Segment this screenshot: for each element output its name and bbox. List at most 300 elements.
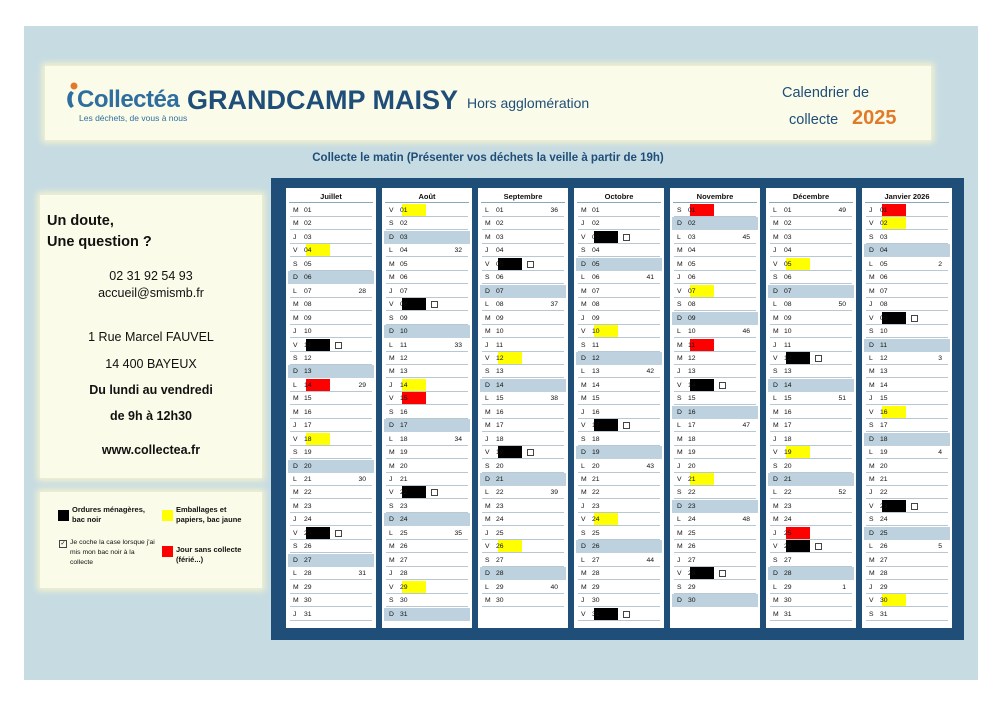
day-row bbox=[480, 352, 566, 365]
day-number: 12 bbox=[304, 354, 312, 362]
day-row bbox=[384, 540, 470, 553]
day-row bbox=[384, 554, 470, 567]
day-letter: M bbox=[677, 247, 683, 255]
day-number: 16 bbox=[688, 408, 696, 416]
day-row bbox=[864, 527, 950, 540]
day-row bbox=[288, 540, 374, 553]
day-number: 02 bbox=[400, 220, 408, 228]
day-row bbox=[672, 433, 758, 446]
day-row bbox=[576, 258, 662, 271]
day-letter: J bbox=[485, 529, 489, 537]
day-row bbox=[576, 312, 662, 325]
day-row bbox=[288, 513, 374, 526]
day-letter: S bbox=[773, 368, 778, 376]
day-letter: V bbox=[485, 260, 490, 268]
logo-name: Collectéa bbox=[77, 86, 180, 113]
day-number: 20 bbox=[400, 462, 408, 470]
day-letter: S bbox=[485, 368, 490, 376]
day-letter: M bbox=[293, 408, 299, 416]
day-row bbox=[672, 540, 758, 553]
row-divider bbox=[290, 620, 372, 621]
day-letter: M bbox=[677, 260, 683, 268]
day-number: 08 bbox=[400, 301, 408, 309]
day-number: 09 bbox=[400, 314, 408, 322]
day-number: 15 bbox=[592, 395, 600, 403]
day-row bbox=[576, 608, 662, 621]
day-letter: L bbox=[485, 583, 489, 591]
day-letter: S bbox=[869, 328, 874, 336]
day-row bbox=[672, 352, 758, 365]
day-letter: D bbox=[677, 597, 682, 605]
day-row bbox=[384, 271, 470, 284]
day-letter: M bbox=[869, 556, 875, 564]
day-letter: J bbox=[293, 610, 297, 618]
day-row bbox=[480, 298, 566, 311]
day-row bbox=[288, 258, 374, 271]
day-row bbox=[384, 500, 470, 513]
day-number: 06 bbox=[784, 274, 792, 282]
day-letter: V bbox=[389, 301, 394, 309]
collection-checkbox[interactable] bbox=[335, 530, 342, 537]
collection-checkbox[interactable] bbox=[815, 543, 822, 550]
day-number: 31 bbox=[784, 610, 792, 618]
day-row bbox=[576, 298, 662, 311]
day-number: 08 bbox=[688, 301, 696, 309]
day-number: 28 bbox=[784, 570, 792, 578]
collection-checkbox[interactable] bbox=[911, 503, 918, 510]
day-letter: M bbox=[581, 207, 587, 214]
week-number: 52 bbox=[838, 489, 846, 497]
day-letter: V bbox=[773, 260, 778, 268]
day-letter: M bbox=[773, 408, 779, 416]
day-letter: V bbox=[677, 381, 682, 389]
day-letter: M bbox=[677, 435, 683, 443]
legend-checkbox-label: Je coche la case lorsque j'ai mis mon bac noir à la collecte bbox=[70, 539, 155, 566]
day-number: 29 bbox=[400, 583, 408, 591]
day-letter: M bbox=[773, 314, 779, 322]
day-row bbox=[576, 352, 662, 365]
day-number: 27 bbox=[688, 556, 696, 564]
day-letter: M bbox=[773, 422, 779, 430]
day-letter: L bbox=[677, 328, 681, 336]
day-number: 16 bbox=[880, 408, 888, 416]
collection-checkbox[interactable] bbox=[431, 489, 438, 496]
question-line2: Une question ? bbox=[47, 234, 152, 250]
day-row bbox=[768, 217, 854, 230]
day-letter: M bbox=[485, 220, 491, 228]
day-number: 11 bbox=[592, 341, 600, 349]
day-letter: D bbox=[389, 328, 394, 336]
day-row bbox=[384, 379, 470, 392]
day-number: 06 bbox=[400, 274, 408, 282]
hours-time: de 9h à 12h30 bbox=[110, 409, 192, 423]
day-number: 14 bbox=[400, 381, 408, 389]
day-letter: V bbox=[293, 341, 298, 349]
month-column bbox=[286, 188, 376, 628]
day-letter: V bbox=[485, 449, 490, 457]
day-number: 09 bbox=[592, 314, 600, 322]
day-number: 08 bbox=[304, 301, 312, 309]
month-column bbox=[478, 188, 568, 628]
day-row bbox=[576, 271, 662, 284]
day-letter: D bbox=[581, 449, 586, 457]
day-letter: D bbox=[485, 570, 490, 578]
day-row bbox=[672, 486, 758, 499]
collection-checkbox[interactable] bbox=[527, 261, 534, 268]
day-letter: M bbox=[389, 274, 395, 282]
day-number: 15 bbox=[304, 395, 312, 403]
collection-checkbox[interactable] bbox=[623, 234, 630, 241]
day-number: 31 bbox=[304, 610, 312, 618]
day-row bbox=[672, 365, 758, 378]
day-letter: S bbox=[677, 489, 682, 497]
month-name: Novembre bbox=[696, 192, 734, 201]
day-number: 03 bbox=[784, 233, 792, 241]
month-name: Juillet bbox=[320, 192, 342, 201]
day-number: 09 bbox=[688, 314, 696, 322]
day-row bbox=[864, 325, 950, 338]
day-letter: D bbox=[389, 422, 394, 430]
day-letter: M bbox=[485, 233, 491, 241]
day-number: 11 bbox=[688, 341, 696, 349]
day-number: 20 bbox=[880, 462, 888, 470]
day-number: 07 bbox=[304, 287, 312, 295]
day-letter: M bbox=[485, 502, 491, 510]
day-row bbox=[864, 244, 950, 257]
day-letter: J bbox=[869, 395, 873, 403]
day-number: 05 bbox=[880, 260, 888, 268]
day-letter: M bbox=[773, 516, 779, 524]
day-row bbox=[864, 339, 950, 352]
day-letter: M bbox=[869, 368, 875, 376]
day-row bbox=[768, 594, 854, 607]
day-number: 20 bbox=[592, 462, 600, 470]
day-number: 02 bbox=[592, 220, 600, 228]
day-number: 26 bbox=[688, 543, 696, 551]
day-row bbox=[384, 608, 470, 621]
day-number: 22 bbox=[688, 489, 696, 497]
day-number: 17 bbox=[304, 422, 312, 430]
day-number: 19 bbox=[688, 449, 696, 457]
month-column bbox=[382, 188, 472, 628]
day-row bbox=[576, 500, 662, 513]
day-letter: V bbox=[869, 597, 874, 605]
day-letter: J bbox=[869, 301, 873, 309]
day-row bbox=[576, 392, 662, 405]
day-row bbox=[768, 540, 854, 553]
day-number: 07 bbox=[880, 287, 888, 295]
day-letter: D bbox=[677, 314, 682, 322]
day-row bbox=[576, 325, 662, 338]
day-letter: M bbox=[293, 220, 299, 228]
day-row bbox=[864, 513, 950, 526]
month-column bbox=[670, 188, 760, 628]
day-number: 02 bbox=[496, 220, 504, 228]
day-number: 30 bbox=[784, 597, 792, 605]
day-row bbox=[480, 217, 566, 230]
day-row bbox=[480, 594, 566, 607]
day-letter: V bbox=[869, 408, 874, 416]
day-row bbox=[480, 339, 566, 352]
month-underline bbox=[481, 202, 565, 203]
day-number: 23 bbox=[496, 502, 504, 510]
day-row bbox=[768, 500, 854, 513]
day-row bbox=[576, 379, 662, 392]
day-letter: S bbox=[773, 462, 778, 470]
day-row bbox=[288, 500, 374, 513]
day-row bbox=[480, 554, 566, 567]
day-letter: M bbox=[773, 220, 779, 228]
day-row bbox=[384, 231, 470, 244]
day-letter: S bbox=[293, 543, 298, 551]
day-row bbox=[768, 513, 854, 526]
day-row bbox=[672, 567, 758, 580]
day-letter: V bbox=[293, 435, 298, 443]
day-letter: D bbox=[293, 462, 298, 470]
day-number: 08 bbox=[880, 301, 888, 309]
day-row bbox=[480, 486, 566, 499]
week-number: 48 bbox=[742, 516, 750, 524]
day-letter: M bbox=[677, 341, 683, 349]
day-number: 08 bbox=[496, 301, 504, 309]
day-row bbox=[576, 554, 662, 567]
day-letter: L bbox=[389, 247, 393, 255]
day-row bbox=[384, 594, 470, 607]
day-number: 16 bbox=[304, 408, 312, 416]
day-number: 24 bbox=[688, 516, 696, 524]
week-number: 43 bbox=[646, 462, 654, 470]
day-letter: S bbox=[293, 260, 298, 268]
day-letter: M bbox=[293, 301, 299, 309]
day-letter: S bbox=[869, 610, 874, 618]
day-row bbox=[768, 244, 854, 257]
day-letter: M bbox=[677, 354, 683, 362]
day-letter: J bbox=[677, 462, 681, 470]
day-number: 28 bbox=[880, 570, 888, 578]
day-letter: M bbox=[389, 462, 395, 470]
day-number: 15 bbox=[496, 395, 504, 403]
collection-checkbox[interactable] bbox=[815, 355, 822, 362]
day-row bbox=[864, 540, 950, 553]
day-letter: M bbox=[581, 583, 587, 591]
day-number: 24 bbox=[784, 516, 792, 524]
day-number: 22 bbox=[400, 489, 408, 497]
day-row bbox=[864, 352, 950, 365]
collection-checkbox[interactable] bbox=[719, 382, 726, 389]
legend-yellow-swatch bbox=[162, 510, 173, 521]
day-row bbox=[576, 486, 662, 499]
day-number: 22 bbox=[496, 489, 504, 497]
day-number: 01 bbox=[592, 207, 600, 214]
day-row bbox=[768, 460, 854, 473]
month-underline bbox=[385, 202, 469, 203]
day-number: 25 bbox=[592, 529, 600, 537]
week-number: 39 bbox=[550, 489, 558, 497]
phone-number[interactable]: 02 31 92 54 93 bbox=[109, 269, 193, 283]
day-letter: S bbox=[869, 422, 874, 430]
day-row bbox=[480, 513, 566, 526]
collection-checkbox[interactable] bbox=[623, 611, 630, 618]
day-number: 17 bbox=[400, 422, 408, 430]
day-letter: D bbox=[581, 354, 586, 362]
day-letter: L bbox=[773, 395, 777, 403]
question-line1: Un doute, bbox=[47, 213, 114, 229]
day-row bbox=[768, 433, 854, 446]
day-letter: D bbox=[677, 220, 682, 228]
day-letter: V bbox=[677, 570, 682, 578]
day-number: 30 bbox=[496, 597, 504, 605]
day-row bbox=[864, 446, 950, 459]
day-number: 04 bbox=[400, 247, 408, 255]
day-row bbox=[672, 312, 758, 325]
day-row bbox=[768, 271, 854, 284]
day-letter: J bbox=[581, 408, 585, 416]
day-row bbox=[864, 365, 950, 378]
day-number: 30 bbox=[304, 597, 312, 605]
day-letter: J bbox=[581, 314, 585, 322]
week-number: 38 bbox=[550, 395, 558, 403]
day-number: 07 bbox=[400, 287, 408, 295]
day-number: 08 bbox=[592, 301, 600, 309]
day-letter: L bbox=[485, 489, 489, 497]
collection-checkbox[interactable] bbox=[911, 315, 918, 322]
day-letter: D bbox=[581, 543, 586, 551]
row-divider bbox=[578, 620, 660, 621]
day-row bbox=[288, 244, 374, 257]
day-row bbox=[480, 312, 566, 325]
day-number: 18 bbox=[304, 435, 312, 443]
day-letter: V bbox=[677, 476, 682, 483]
day-number: 26 bbox=[400, 543, 408, 551]
day-row bbox=[288, 486, 374, 499]
day-row bbox=[864, 486, 950, 499]
day-number: 16 bbox=[592, 408, 600, 416]
day-row bbox=[672, 460, 758, 473]
day-number: 28 bbox=[304, 570, 312, 578]
day-letter: M bbox=[581, 395, 587, 403]
day-number: 17 bbox=[688, 422, 696, 430]
day-letter: J bbox=[677, 274, 681, 282]
month-underline bbox=[673, 202, 757, 203]
day-letter: D bbox=[773, 287, 778, 295]
day-row bbox=[864, 204, 950, 217]
day-row bbox=[288, 419, 374, 432]
day-row bbox=[480, 258, 566, 271]
collection-checkbox[interactable] bbox=[719, 570, 726, 577]
day-letter: D bbox=[869, 435, 874, 443]
month-underline bbox=[289, 202, 373, 203]
day-row bbox=[672, 271, 758, 284]
day-row bbox=[480, 365, 566, 378]
day-letter: J bbox=[773, 529, 777, 537]
collectea-logo[interactable] bbox=[65, 76, 188, 130]
day-number: 09 bbox=[304, 314, 312, 322]
day-letter: V bbox=[773, 354, 778, 362]
day-row bbox=[864, 608, 950, 621]
week-number: 2 bbox=[938, 260, 942, 268]
day-row bbox=[768, 285, 854, 298]
day-row bbox=[480, 446, 566, 459]
day-number: 16 bbox=[784, 408, 792, 416]
day-row bbox=[864, 379, 950, 392]
day-letter: J bbox=[773, 247, 777, 255]
collection-checkbox[interactable] bbox=[623, 422, 630, 429]
day-number: 13 bbox=[304, 368, 312, 376]
day-number: 18 bbox=[400, 435, 408, 443]
day-letter: V bbox=[581, 422, 586, 430]
website-link[interactable]: www.collectea.fr bbox=[101, 443, 201, 457]
day-letter: J bbox=[485, 435, 489, 443]
week-number: 41 bbox=[646, 274, 654, 282]
day-row bbox=[672, 244, 758, 257]
day-number: 21 bbox=[400, 476, 408, 483]
collection-checkbox[interactable] bbox=[431, 301, 438, 308]
day-letter: M bbox=[581, 287, 587, 295]
day-letter: S bbox=[485, 556, 490, 564]
day-row bbox=[576, 231, 662, 244]
day-number: 08 bbox=[784, 301, 792, 309]
day-row bbox=[576, 594, 662, 607]
day-row bbox=[384, 567, 470, 580]
day-row bbox=[384, 433, 470, 446]
day-row bbox=[768, 312, 854, 325]
day-letter: L bbox=[581, 462, 585, 470]
day-row bbox=[480, 433, 566, 446]
day-row bbox=[384, 473, 470, 486]
day-row bbox=[384, 527, 470, 540]
day-number: 15 bbox=[400, 395, 408, 403]
day-row bbox=[864, 419, 950, 432]
address-line2: 14 400 BAYEUX bbox=[105, 357, 197, 371]
day-letter: L bbox=[677, 233, 681, 241]
day-row bbox=[288, 473, 374, 486]
day-letter: S bbox=[677, 207, 682, 214]
collection-checkbox[interactable] bbox=[335, 342, 342, 349]
day-row bbox=[768, 339, 854, 352]
day-letter: J bbox=[581, 597, 585, 605]
day-row bbox=[288, 433, 374, 446]
day-row bbox=[672, 258, 758, 271]
day-number: 03 bbox=[304, 233, 312, 241]
day-letter: D bbox=[869, 529, 874, 537]
day-row bbox=[672, 231, 758, 244]
day-row bbox=[480, 473, 566, 486]
day-row bbox=[480, 406, 566, 419]
day-row bbox=[384, 352, 470, 365]
day-letter: D bbox=[869, 247, 874, 255]
day-letter: J bbox=[389, 287, 393, 295]
email-link[interactable]: accueil@smismb.fr bbox=[98, 286, 204, 300]
day-number: 17 bbox=[592, 422, 600, 430]
day-letter: M bbox=[869, 274, 875, 282]
day-number: 30 bbox=[880, 597, 888, 605]
collection-checkbox[interactable] bbox=[527, 449, 534, 456]
day-row bbox=[288, 379, 374, 392]
day-number: 01 bbox=[688, 207, 696, 214]
week-number: 51 bbox=[838, 395, 846, 403]
day-number: 25 bbox=[304, 529, 312, 537]
day-letter: L bbox=[581, 556, 585, 564]
day-number: 18 bbox=[496, 435, 504, 443]
calendar-label-line1: Calendrier de bbox=[782, 85, 870, 101]
day-number: 27 bbox=[496, 556, 504, 564]
day-number: 19 bbox=[880, 449, 888, 457]
day-number: 05 bbox=[400, 260, 408, 268]
day-row bbox=[384, 204, 470, 217]
day-letter: M bbox=[581, 570, 587, 578]
day-letter: D bbox=[869, 341, 874, 349]
day-row bbox=[288, 460, 374, 473]
